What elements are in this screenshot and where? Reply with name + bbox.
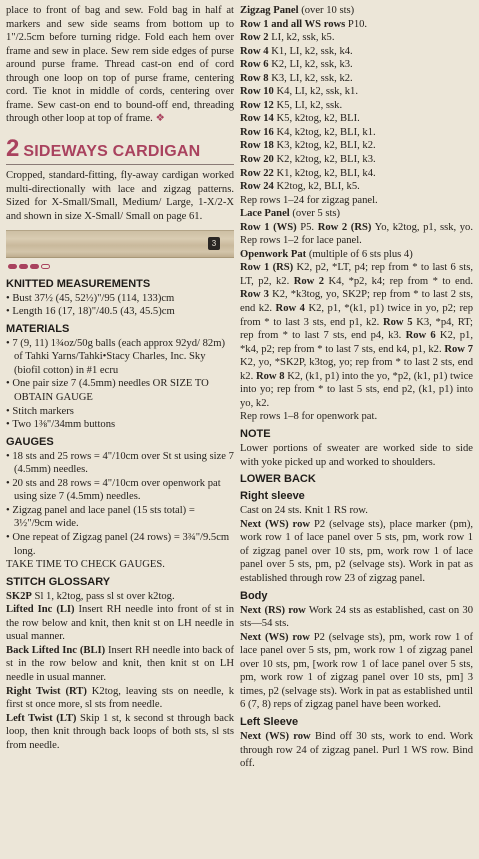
- skill-level-filled-icon: [19, 264, 28, 269]
- pattern-description: Cropped, standard-fitting, fly-away cardigan worked multi-directionally with lace and zigzag patterns. Sized for X-Small/Small, Medium/ Large, 1-X/2-X and shown in size X-Small/ Small on page 61.: [6, 170, 234, 223]
- body-heading: Body: [240, 589, 268, 602]
- glossary-entry: Left Twist (LT) Skip 1 st, k second st through back loop, then knit through back loops of both sts, sl sts from needle.: [6, 712, 234, 751]
- note-heading: NOTE: [240, 427, 271, 440]
- list-item: • Zigzag panel and lace panel (15 sts total) = 3½"/9cm wide.: [6, 504, 234, 531]
- zigzag-row: Row 14 K5, k2tog, k2, BLI.: [240, 113, 360, 125]
- right-sleeve-instructions: Next (WS) row P2 (selvage sts), place marker (pm), work row 1 of lace panel over 5 sts, pm, work row 1 of zigzag panel over 10 sts, pm, work row 1 of lace panel over 5 sts, pm, p2 (selvage sts). Work in pat as established through row 23 of zigzag panel.: [240, 518, 473, 585]
- zigzag-row: Row 20 K2, k2tog, k2, BLI, k3.: [240, 154, 376, 166]
- materials-list: [6, 337, 234, 432]
- section-number: 2: [6, 134, 20, 162]
- left-sleeve-heading: Left Sleeve: [240, 716, 299, 729]
- yarn-swatch-image: [6, 230, 234, 258]
- gauges-list: [6, 450, 234, 558]
- zigzag-row: Row 12 K5, LI, k2, ssk.: [240, 99, 343, 111]
- zigzag-panel-title: Zigzag Panel (over 10 sts): [240, 5, 355, 16]
- zigzag-row: Row 24 K2tog, k2, BLI, k5.: [240, 181, 360, 193]
- skill-level-indicator: [8, 264, 234, 269]
- list-item: • Bust 37½ (45, 52½)"/95 (114, 133)cm: [6, 292, 234, 306]
- zigzag-row: Row 1 and all WS rows P10.: [240, 18, 368, 30]
- body-rs-row: Next (RS) row Work 24 sts as established, cast on 30 sts—54 sts.: [240, 604, 473, 630]
- zigzag-row: Row 10 K4, LI, k2, ssk, k1.: [240, 86, 359, 98]
- list-item: • Two 1⅜"/34mm buttons: [6, 418, 234, 432]
- zigzag-repeat: Rep rows 1–24 for zigzag panel.: [240, 194, 378, 206]
- lace-panel-title: Lace Panel (over 5 sts): [240, 208, 341, 220]
- skill-level-filled-icon: [8, 264, 17, 269]
- zigzag-row: Row 4 K1, LI, k2, ssk, k4.: [240, 45, 353, 57]
- glossary-entry: Right Twist (RT) K2tog, leaving sts on needle, k first st once more, sl sts from needle.: [6, 685, 234, 711]
- openwork-repeat: Rep rows 1–8 for openwork pat.: [240, 411, 378, 423]
- list-item: • 20 sts and 28 rows = 4"/10cm over openwork pat using size 7 (4.5mm) needles.: [6, 477, 234, 504]
- openwork-pat-title: Openwork Pat (multiple of 6 sts plus 4): [240, 248, 413, 260]
- left-sleeve-instructions: Next (WS) row Bind off 30 sts, work to end. Work through row 24 of zigzag panel. Purl 1 WS row. Bind off.: [240, 731, 473, 770]
- openwork-pat-rows: Row 1 (RS) K2, p2, *LT, p4; rep from * to last 6 sts, LT, p2, k2. Row 2 K4, *p2, k4; rep from * to end. Row 3 K2, *k3tog, yo, SK2P; rep from * to last 2 sts, end k2. Row 4 K2, p1, *(k1, p1) twice in yo, p2; rep from * to last 3 sts, end p1, k2. Row 5 K3, *p4, RT; rep from * to last 7 sts, end p4, k3. Row 6 K2, p1, *k4, p2; rep from * to last 7 sts, end k4, p1, k2. Row 7 K2, yo, *SK2P, k3tog, yo; rep from * to last 2 sts, end k2. Row 8 K2, (k1, p1) into the yo, *p2, (k1, p1) twice into yo; rep from * to last 5 sts, end p2, (k1, p1) into yo, k2.: [240, 262, 474, 409]
- lace-panel-rows: Row 1 (WS) P5. Row 2 (RS) Yo, k2tog, p1, ssk, yo. Rep rows 1–2 for lace panel.: [240, 221, 473, 247]
- left-column: [6, 4, 234, 752]
- zigzag-row: Row 6 K2, LI, k2, ssk, k3.: [240, 59, 353, 71]
- list-item: • Stitch markers: [6, 405, 234, 419]
- skill-level-filled-icon: [30, 264, 39, 269]
- gauge-check-note: TAKE TIME TO CHECK GAUGES.: [6, 559, 165, 571]
- end-diamond-icon: ❖: [155, 113, 165, 125]
- skill-level-empty-icon: [41, 264, 50, 269]
- glossary-entry: SK2P Sl 1, k2tog, pass sl st over k2tog.: [6, 590, 175, 602]
- swatch-number: 3: [208, 237, 220, 250]
- lower-back-heading: LOWER BACK: [240, 473, 316, 486]
- list-item: • 18 sts and 25 rows = 4"/10cm over St st using size 7 (4.5mm) needles.: [6, 450, 234, 477]
- section-title: SIDEWAYS CARDIGAN: [23, 142, 201, 160]
- right-sleeve-heading: Right sleeve: [240, 490, 305, 503]
- materials-heading: MATERIALS: [6, 322, 70, 335]
- list-item: • 7 (9, 11) 1¾oz/50g balls (each approx 92yd/ 82m) of Tahki Yarns/Tahki•Stacy Charles, Inc. Sky (biofil cotton) in #1 ecru: [6, 337, 234, 378]
- section-heading: [6, 134, 234, 165]
- intro-paragraph: place to front of bag and sew. Fold bag in half at markers and sew side seams from bottom up to 1"/2.5cm before turning ridge. Fold each hem over frame and sew in place. Sew rem side edges of purse around purse frame. Thread cast-on end of cord through one loop on top of purse frame, centering cord. Tie knot in middle of cords, centering over frame. Sew cast-on end to bound-off end, threading through other loop at top of frame. ❖: [6, 5, 234, 125]
- zigzag-row: Row 2 LI, k2, ssk, k5.: [240, 32, 335, 44]
- body-ws-row: Next (WS) row P2 (selvage sts), pm, work row 1 of lace panel over 5 sts, pm, work row 1 of zigzag panel over 10 sts, pm, [work row 1 of lace panel over 5 sts, pm, work row 1 of zigzag panel over 10 sts, pm] 3 times, p2 (selvage sts). Work in pat as established until 6 (7, 8) reps of zigzag panel have been worked.: [240, 631, 473, 711]
- glossary-entry: Back Lifted Inc (BLI) Insert RH needle into back of st in the row below and knit, then knit st on LH needle in usual manner.: [6, 644, 234, 684]
- zigzag-row: Row 22 K1, k2tog, k2, BLI, k4.: [240, 167, 376, 179]
- knitted-measurements-heading: KNITTED MEASUREMENTS: [6, 277, 151, 290]
- glossary-entry: Lifted Inc (LI) Insert RH needle into front of st in the row below and knit, then knit st on LH needle in usual manner.: [6, 604, 234, 643]
- zigzag-row: Row 18 K3, k2tog, k2, BLI, k2.: [240, 140, 376, 152]
- list-item: • One repeat of Zigzag panel (24 rows) = 3¾"/9.5cm long.: [6, 531, 234, 558]
- note-text: Lower portions of sweater are worked side to side with yoke picked up and worked to shoulders.: [240, 443, 473, 468]
- zigzag-row: Row 8 K3, LI, k2, ssk, k2.: [240, 72, 353, 84]
- zigzag-row: Row 16 K4, k2tog, k2, BLI, k1.: [240, 126, 376, 138]
- right-sleeve-cast-on: Cast on 24 sts. Knit 1 RS row.: [240, 505, 368, 517]
- knitted-measurements-list: [6, 292, 234, 319]
- list-item: • One pair size 7 (4.5mm) needles OR SIZE TO OBTAIN GAUGE: [6, 377, 234, 404]
- stitch-glossary-heading: STITCH GLOSSARY: [6, 575, 111, 588]
- right-column: [240, 4, 473, 771]
- gauges-heading: GAUGES: [6, 435, 54, 448]
- list-item: • Length 16 (17, 18)"/40.5 (43, 45.5)cm: [6, 305, 234, 319]
